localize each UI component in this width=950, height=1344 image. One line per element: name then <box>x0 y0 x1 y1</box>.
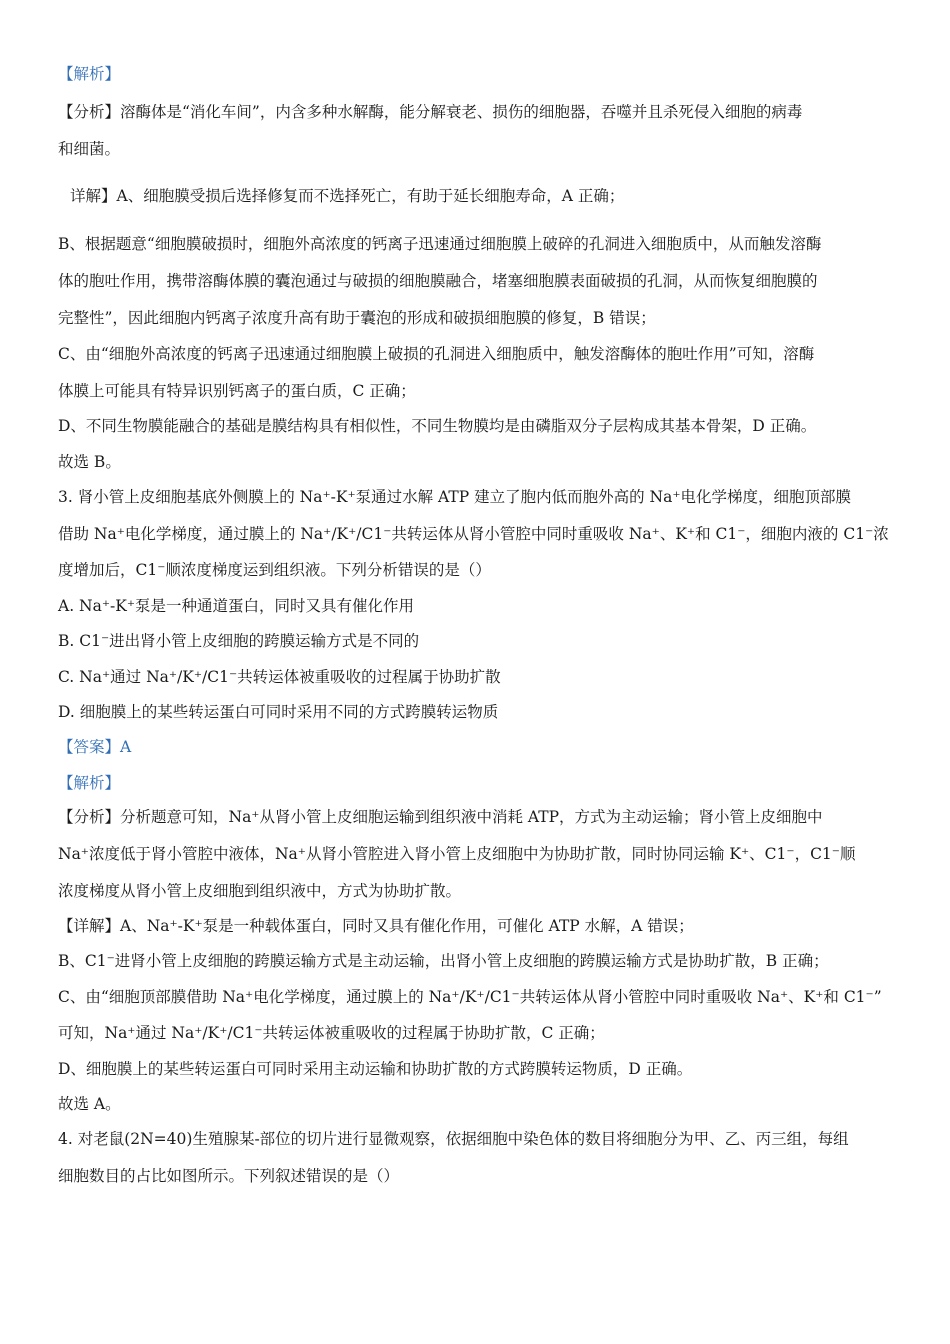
detail-2-a: 【详解】A、Na⁺-K⁺泵是一种载体蛋白，同时又具有催化作用，可催化 ATP 水解，A 错误； <box>58 917 694 935</box>
detail-2-d: D、细胞膜上的某些转运蛋白可同时采用主动运输和协助扩散的方式跨膜转运物质，D 正确。 <box>58 1060 693 1078</box>
detail-b-line-1: B、根据题意“细胞膜破损时，细胞外高浓度的钙离子迅速通过细胞膜上破碎的孔洞进入细胞质中，从而触发溶酶 <box>58 235 822 253</box>
detail-b-line-3: 完整性”，因此细胞内钙离子浓度升高有助于囊泡的形成和破损细胞膜的修复，B 错误； <box>58 309 656 327</box>
detail-2-c-line-2: 可知，Na⁺通过 Na⁺/K⁺/C1⁻共转运体被重吸收的过程属于协助扩散，C 正确； <box>58 1024 605 1042</box>
question-3-line-2: 借助 Na⁺电化学梯度，通过膜上的 Na⁺/K⁺/C1⁻共转运体从肾小管腔中同时重吸收 Na⁺、K⁺和 C1⁻，细胞内液的 C1⁻浓 <box>58 525 889 543</box>
analysis-heading: 【解析】 <box>58 65 121 83</box>
analysis-2-line-1: 【分析】分析题意可知，Na⁺从肾小管上皮细胞运输到组织液中消耗 ATP，方式为主动运输；肾小管上皮细胞中 <box>58 808 823 826</box>
analysis-heading-2: 【解析】 <box>58 774 121 792</box>
question-3-line-1: 3. 肾小管上皮细胞基底外侧膜上的 Na⁺-K⁺泵通过水解 ATP 建立了胞内低而胞外高的 Na⁺电化学梯度，细胞顶部膜 <box>58 488 852 506</box>
analysis-2-line-2: Na⁺浓度低于肾小管腔中液体，Na⁺从肾小管腔进入肾小管上皮细胞中为协助扩散，同时协同运输 K⁺、C1⁻，C1⁻顺 <box>58 845 856 863</box>
detail-c-line-2: 体膜上可能具有特异识别钙离子的蛋白质，C 正确； <box>58 382 416 400</box>
detail-2-c-line-1: C、由“细胞顶部膜借助 Na⁺电化学梯度，通过膜上的 Na⁺/K⁺/C1⁻共转运体从肾小管腔中同时重吸收 Na⁺、K⁺和 C1⁻” <box>58 988 882 1006</box>
answer-line: 【答案】A <box>58 738 132 756</box>
detail-2-b: B、C1⁻进肾小管上皮细胞的跨膜运输方式是主动运输，出肾小管上皮细胞的跨膜运输方式是协助扩散，B 正确； <box>58 952 829 970</box>
analysis-intro-line-2: 和细菌。 <box>58 140 121 158</box>
option-b: B. C1⁻进出肾小管上皮细胞的跨膜运输方式是不同的 <box>58 632 420 650</box>
choice-conclusion-2: 故选 A。 <box>58 1095 121 1113</box>
detail-b-line-2: 体的胞吐作用，携带溶酶体膜的囊泡通过与破损的细胞膜融合，堵塞细胞膜表面破损的孔洞，从而恢复细胞膜的 <box>58 272 818 290</box>
question-3-line-3: 度增加后，C1⁻顺浓度梯度运到组织液。下列分析错误的是（） <box>58 561 491 579</box>
detail-a: 详解】A、细胞膜受损后选择修复而不选择死亡，有助于延长细胞寿命，A 正确； <box>70 187 625 205</box>
analysis-intro-line-1: 【分析】溶酶体是“消化车间”，内含多种水解酶，能分解衰老、损伤的细胞器，吞噬并且杀死侵入细胞的病毒 <box>58 103 803 121</box>
analysis-2-line-3: 浓度梯度从肾小管上皮细胞到组织液中，方式为协助扩散。 <box>58 882 462 900</box>
detail-c-line-1: C、由“细胞外高浓度的钙离子迅速通过细胞膜上破损的孔洞进入细胞质中，触发溶酶体的胞吐作用”可知，溶酶 <box>58 345 815 363</box>
option-d: D. 细胞膜上的某些转运蛋白可同时采用不同的方式跨膜转运物质 <box>58 703 499 721</box>
option-a: A. Na⁺-K⁺泵是一种通道蛋白，同时又具有催化作用 <box>58 597 415 615</box>
option-c: C. Na⁺通过 Na⁺/K⁺/C1⁻共转运体被重吸收的过程属于协助扩散 <box>58 668 501 686</box>
detail-d: D、不同生物膜能融合的基础是膜结构具有相似性，不同生物膜均是由磷脂双分子层构成其基本骨架，D 正确。 <box>58 417 817 435</box>
question-4-line-2: 细胞数目的占比如图所示。下列叙述错误的是（） <box>58 1167 400 1185</box>
choice-conclusion: 故选 B。 <box>58 453 121 471</box>
question-4-line-1: 4. 对老鼠(2N=40)生殖腺某-部位的切片进行显微观察，依据细胞中染色体的数目将细胞分为甲、乙、丙三组，每组 <box>58 1130 849 1148</box>
